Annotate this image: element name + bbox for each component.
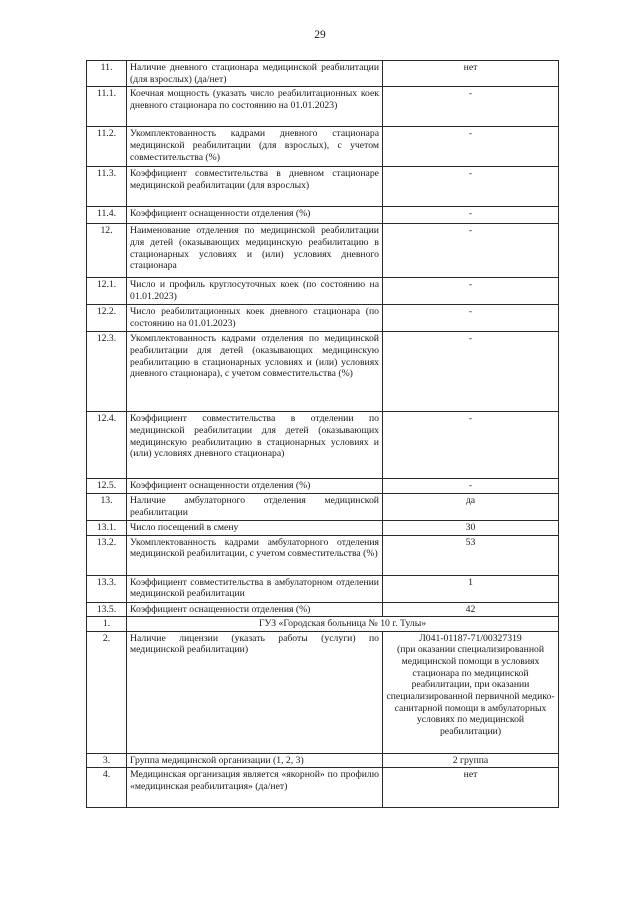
- row-value: 1: [383, 575, 559, 602]
- row-indicator: Коэффициент совместительства в амбулаторном отделении медицинской реабилитации: [127, 575, 383, 602]
- table-row: [87, 535, 559, 575]
- row-number: 2.: [87, 631, 127, 753]
- row-value: 53: [383, 535, 559, 575]
- row-number: 12.4.: [87, 412, 127, 479]
- row-value: нет: [383, 768, 559, 808]
- table-row: [87, 127, 559, 167]
- license-value: [383, 631, 559, 753]
- row-number: 12.: [87, 224, 127, 278]
- row-value: 2 группа: [383, 753, 559, 768]
- row-indicator: Медицинская организация является «якорной» по профилю «медицинская реабилитация» (да/нет): [127, 768, 383, 808]
- row-indicator: Коэффициент оснащенности отделения (%): [127, 479, 383, 494]
- row-number: 13.1.: [87, 520, 127, 535]
- row-value: -: [383, 305, 559, 332]
- row-number: 4.: [87, 768, 127, 808]
- row-indicator: Наличие амбулаторного отделения медицинской реабилитации: [127, 493, 383, 520]
- table-row: [87, 224, 559, 278]
- row-value: -: [383, 278, 559, 305]
- row-indicator: Группа медицинской организации (1, 2, 3): [127, 753, 383, 768]
- row-number: 12.5.: [87, 479, 127, 494]
- row-value: -: [383, 332, 559, 412]
- row-number: 12.3.: [87, 332, 127, 412]
- row-indicator: Укомплектованность кадрами отделения по медицинской реабилитации для детей (оказывающих медицинскую реабилитацию в стационарных условиях и (или) условиях дневного стационара), с учетом совместительства (%): [127, 332, 383, 412]
- row-number: 13.3.: [87, 575, 127, 602]
- row-value: -: [383, 207, 559, 224]
- row-number: 11.2.: [87, 127, 127, 167]
- row-indicator: Укомплектованность кадрами дневного стационара медицинской реабилитации (для взрослых), с учетом совместительства (%): [127, 127, 383, 167]
- row-value: -: [383, 127, 559, 167]
- row-indicator: Коэффициент оснащенности отделения (%): [127, 207, 383, 224]
- table-row: [87, 412, 559, 479]
- table-row: [87, 520, 559, 535]
- table-row: [87, 87, 559, 127]
- org-title: ГУЗ «Городская больница № 10 г. Тулы»: [127, 617, 559, 632]
- row-number: 3.: [87, 753, 127, 768]
- row-number: 13.2.: [87, 535, 127, 575]
- table-row: [87, 575, 559, 602]
- row-indicator: Наименование отделения по медицинской реабилитации для детей (оказывающих медицинскую реабилитацию в стационарных условиях и (или) условиях дневного стационара: [127, 224, 383, 278]
- table-row: [87, 479, 559, 494]
- row-number: 12.1.: [87, 278, 127, 305]
- table-row: [87, 493, 559, 520]
- table-row: [87, 207, 559, 224]
- row-value: -: [383, 167, 559, 207]
- table-row: [87, 332, 559, 412]
- table-row: [87, 278, 559, 305]
- row-value: да: [383, 493, 559, 520]
- license-number: Л041-01187-71/00327319: [419, 632, 522, 644]
- row-indicator: Число посещений в смену: [127, 520, 383, 535]
- license-scope: (при оказании специализированной медицинской помощи в условиях стационара по медицинской реабилитации, при оказании специализированной первичной медико-санитарной помощи в амбулаторных условиях по медицинской реабилитации): [386, 644, 555, 737]
- row-indicator: Наличие лицензии (указать работы (услуги) по медицинской реабилитации): [127, 631, 383, 753]
- row-indicator: Коэффициент оснащенности отделения (%): [127, 602, 383, 617]
- row-number: 11.: [87, 61, 127, 87]
- row-indicator: Коэффициент совместительства в отделении по медицинской реабилитации для детей (оказывающих медицинскую реабилитацию в стационарных условиях и (или) условиях дневного стационара): [127, 412, 383, 479]
- page-number: 29: [314, 29, 326, 41]
- org-header-row: [87, 617, 559, 632]
- row-indicator: Коэффициент совместительства в дневном стационаре медицинской реабилитации (для взрослых): [127, 167, 383, 207]
- table-row: [87, 167, 559, 207]
- row-number: 13.: [87, 493, 127, 520]
- row-value: -: [383, 224, 559, 278]
- table-row: [87, 768, 559, 808]
- row-number: 12.2.: [87, 305, 127, 332]
- row-value: нет: [383, 61, 559, 87]
- row-indicator: Число реабилитационных коек дневного стационара (по состоянию на 01.01.2023): [127, 305, 383, 332]
- table-row: [87, 305, 559, 332]
- row-value: -: [383, 412, 559, 479]
- row-number: 11.3.: [87, 167, 127, 207]
- row-number: 11.1.: [87, 87, 127, 127]
- row-number: 13.5.: [87, 602, 127, 617]
- row-indicator: Наличие дневного стационара медицинской реабилитации (для взрослых) (да/нет): [127, 61, 383, 87]
- row-value: -: [383, 479, 559, 494]
- row-value: 42: [383, 602, 559, 617]
- table-row: [87, 631, 559, 753]
- row-indicator: Коечная мощность (указать число реабилитационных коек дневного стационара по состоянию на 01.01.2023): [127, 87, 383, 127]
- row-value: 30: [383, 520, 559, 535]
- row-indicator: Укомплектованность кадрами амбулаторного отделения медицинской реабилитации, с учетом совместительства (%): [127, 535, 383, 575]
- row-number: 11.4.: [87, 207, 127, 224]
- table-row: [87, 753, 559, 768]
- table-row: [87, 61, 559, 87]
- table-row: [87, 602, 559, 617]
- row-indicator: Число и профиль круглосуточных коек (по состоянию на 01.01.2023): [127, 278, 383, 305]
- rehabilitation-data-table: [86, 60, 559, 808]
- row-value: -: [383, 87, 559, 127]
- org-row-number: 1.: [87, 617, 127, 632]
